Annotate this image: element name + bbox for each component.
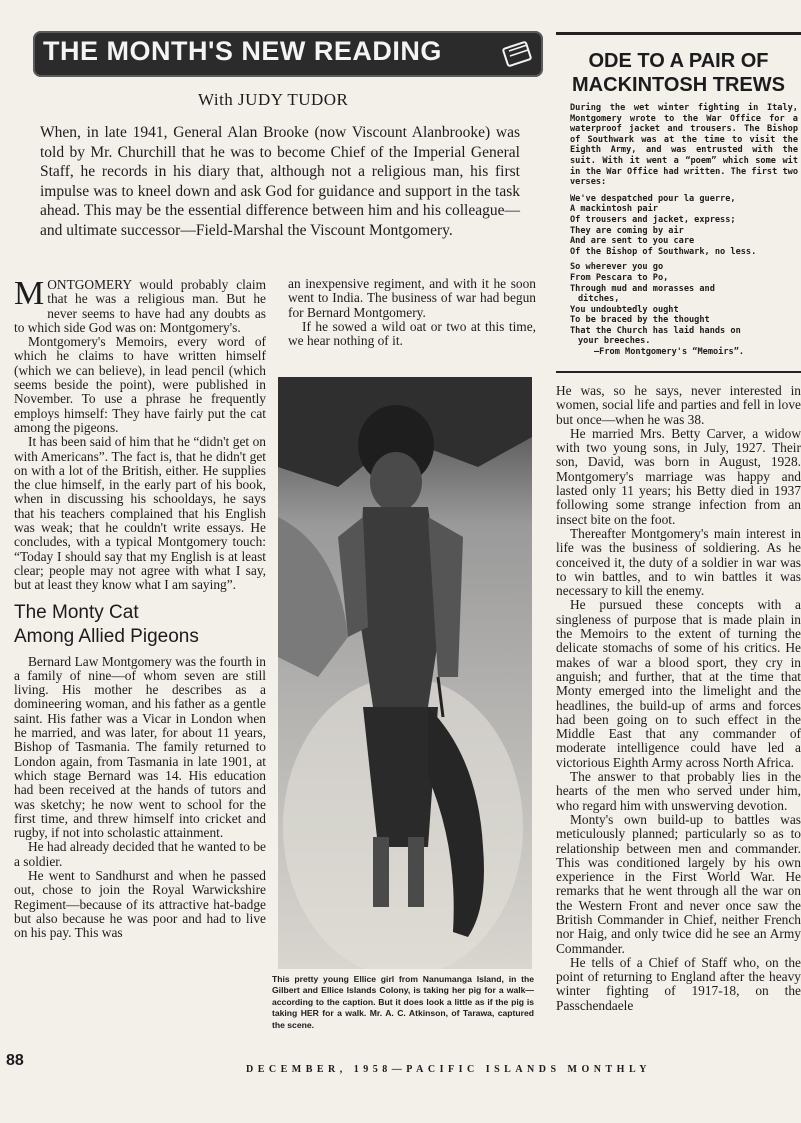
sidebar-poem-box: [556, 32, 801, 373]
article-column-1: [14, 275, 266, 941]
photo-caption: This pretty young Ellice girl from Nanumanga Island, in the Gilbert and Ellice Islands Colony, is taking her pig for a walk—according to the caption. But it does look a little as if the pig is taking HER for a walk. Mr. A. C. Atkinson, of Tarawa, captured the scene.: [272, 974, 534, 1030]
book-icon: [501, 37, 535, 71]
paragraph: Bernard Law Montgomery was the fourth in a family of nine—of whom seven are still living. His mother he describes as a domineering woman, and his father as a gentle saint. His father was a Vicar in London when he married, and was later, for about 11 years, Bishop of Tasmania. The family returned to London again, from Tasmania in late 1901, at which stage Bernard was 14. His education had been received at the hands of tutors and was sketchy; he now went to school for the first time, and threw himself into cricket and rugby, if not into scholastic attainment.: [14, 653, 266, 841]
lead-paragraph: When, in late 1941, General Alan Brooke (now Viscount Alanbrooke) was told by Mr. Churchill that he was to become Chief of the Imperial General Staff, he records in his diary that, although not a religious man, his first impulse was to kneel down and ask God for guidance and support in the task ahead. This may be the essential difference between him and his colleague—and ultimate successor—Field-Marshal the Viscount Montgomery.: [40, 124, 520, 239]
byline: With JUDY TUDOR: [198, 90, 349, 109]
page-number: 88: [6, 1052, 24, 1069]
paragraph: MONTGOMERY would probably claim that he was a religious man. But he never seems to have had any doubts as to which side God was on: Montgomery's.: [14, 275, 266, 335]
poem-attribution: —From Montgomery's “Memoirs”.: [594, 347, 745, 358]
paragraph: It has been said of him that he “didn't get on with Americans”. The fact is, that he didn't get on with a lot of the British, either. He supplies the clue himself, in the early part of his book, when in discussing his schooldays, he says that his teachers complained that his English was weak; that he couldn't write essays. He concludes, with a typical Montgomery touch: “Today I should say that my English is at least clear; people may not agree with what I say, but at least they know what I am saying”.: [14, 434, 266, 593]
footer-publication-line: DECEMBER, 1958—PACIFIC ISLANDS MONTHLY: [246, 1064, 651, 1075]
paragraph: He was, so he says, never interested in women, social life and parties and fell in love but once—when he was 38.: [556, 383, 801, 427]
paragraph: He married Mrs. Betty Carver, a widow with two young sons, in July, 1927. Their son, David, was born in August, 1928. Montgomery's marriage was happy and lasted only 11 years; his Betty died in 1937 following some strange infection from an insect bite on the foot.: [556, 425, 801, 527]
paragraph: Monty's own build-up to battles was meticulously planned; particularly so as to relationship between men and commander. This was conditioned largely by his own experience in the First World War. He remarks that he went through all the war on the Western Front and never once saw the British Commander in Chief, neither French nor Haig, and only twice did he see an Army Commander.: [556, 811, 801, 956]
sidebar-intro: During the wet winter fighting in Italy, Montgomery wrote to the War Office for a waterproof jacket and trousers. The Bishop of Southwark was at the time to visit the Eighth Army, and was entrusted with the suit. With it went a “poem” which some wit in the War Office had written. The first two verses:: [570, 103, 798, 188]
paragraph: He had already decided that he wanted to be a soldier.: [14, 839, 266, 869]
poem-verse-1: We've despatched pour la guerre, A mackintosh pair Of trousers and jacket, express; They are coming by air And are sent to you care Of the Bishop of Southwark, no less.: [570, 193, 757, 257]
paragraph: Montgomery's Memoirs, every word of which he claims to have written himself (which we can believe), in lead pencil (which seems beside the point), were published in November. To use a phrase he frequently employs himself: They have fairly put the cat among the pigeons.: [14, 334, 266, 435]
article-column-2: [288, 277, 536, 348]
section-banner: [33, 31, 543, 77]
article-column-3: [556, 384, 801, 1013]
paragraph: He pursued these concepts with a singleness of purpose that is made plain in the Memoirs to the extent of turning the delicate stomachs of some of his critics. He makes of war a blood sport, they cry in anguish; and further, that at the time that Monty emerged into the limelight and the headlines, the build-up of arms and forces had been going on to such effect in the Middle East that any commander of moderate intelligence could have led a victorious Eighth Army across North Africa.: [556, 597, 801, 770]
drop-cap: M: [14, 275, 45, 312]
sidebar-title: ODE TO A PAIR OF MACKINTOSH TREWS: [572, 50, 785, 96]
paragraph: an inexpensive regiment, and with it he soon went to India. The business of war had begun for Bernard Montgomery.: [288, 276, 536, 320]
subheading: The Monty Cat Among Allied Pigeons: [14, 601, 199, 647]
photo-girl-with-pig: [278, 377, 532, 969]
poem-verse-2: So wherever you go From Pescara to Po, Through mud and morasses and ditches, You undoubtedly ought To be braced by the thought That the Church has laid hands on your breeches. —From Montgomery's “Memoirs”.: [570, 262, 798, 357]
sidebar-body: [570, 103, 798, 363]
paragraph: He went to Sandhurst and when he passed out, chose to join the Royal Warwickshire Regiment—because of its attractive hat-badge but also because he was poor and had to live on his pay. This was: [14, 867, 266, 941]
paragraph: The answer to that probably lies in the hearts of the men who served under him, who regard him with unswerving devotion.: [556, 769, 801, 813]
paragraph: He tells of a Chief of Staff who, on the point of returning to England after the heavy winter fighting of 1917-18, on the Passchendaele: [556, 954, 801, 1013]
paragraph: Thereafter Montgomery's main interest in life was the business of soldiering. As he conceived it, the duty of a soldier in war was to win battles, and to win battles it was necessary to kill the enemy.: [556, 525, 801, 599]
banner-title: THE MONTH'S NEW READING: [43, 36, 442, 66]
paragraph: If he sowed a wild oat or two at this time, we hear nothing of it.: [288, 318, 536, 349]
